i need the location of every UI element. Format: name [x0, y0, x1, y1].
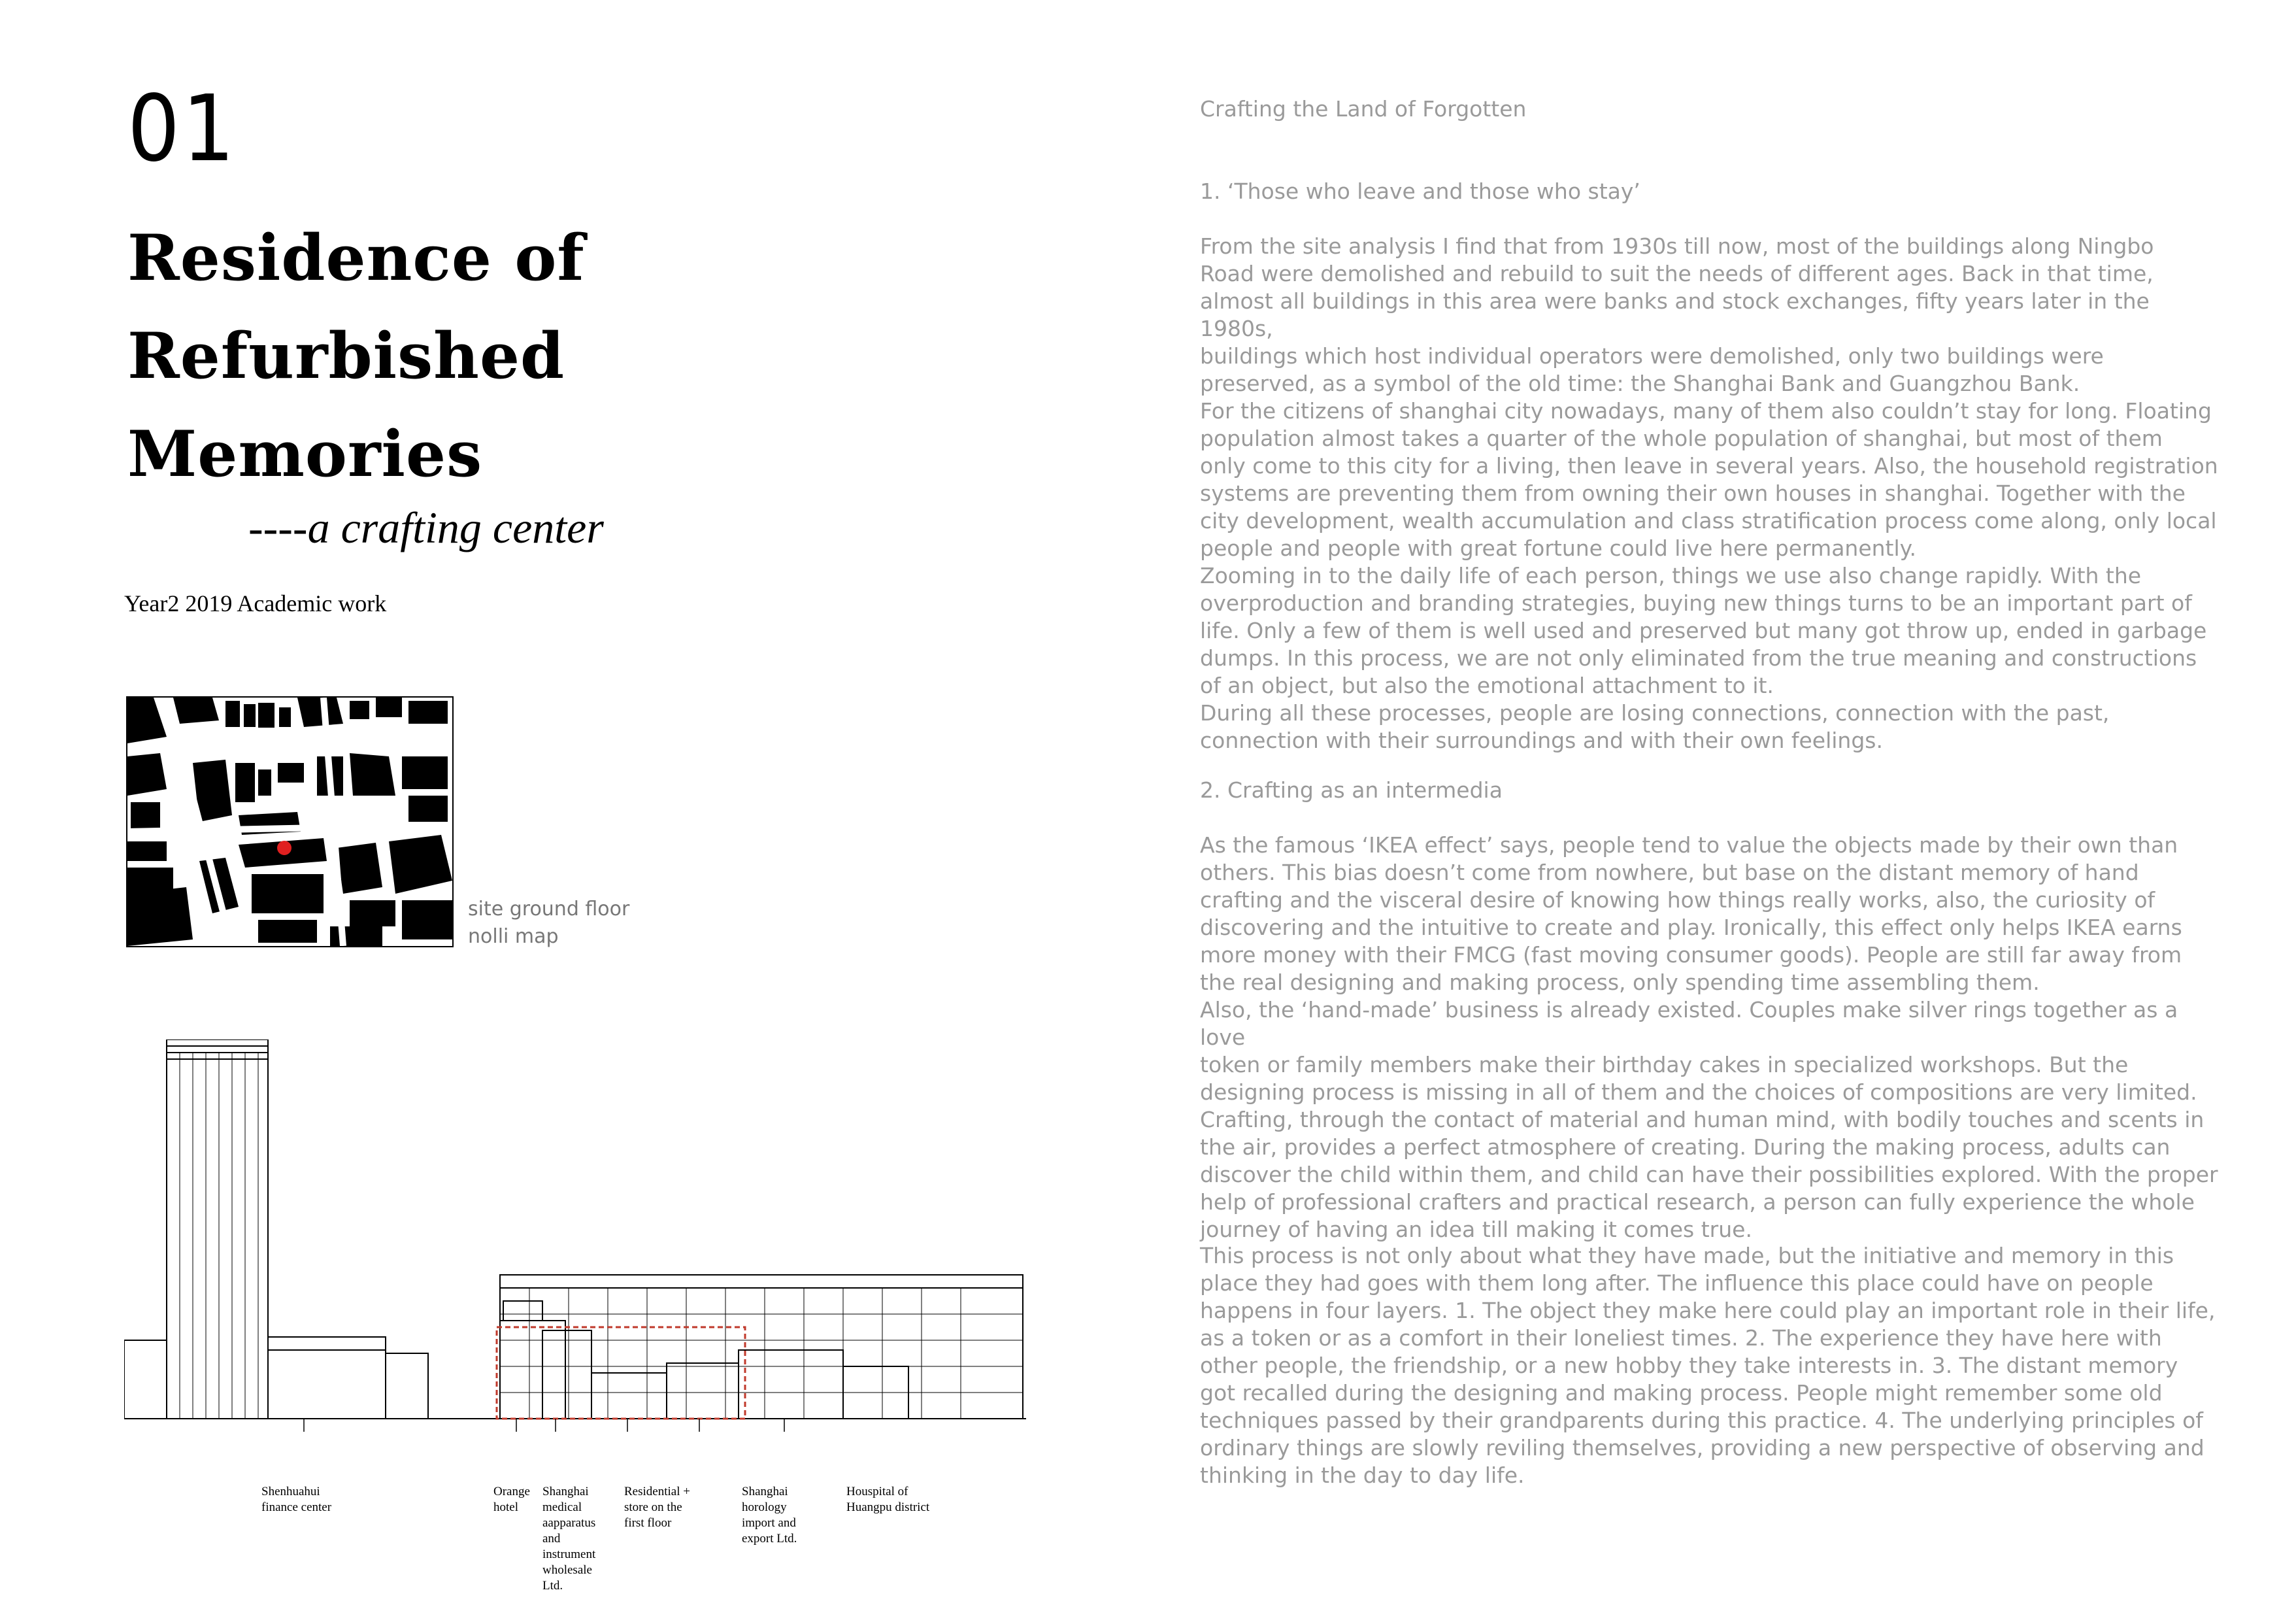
label-residential [624, 1484, 690, 1531]
nolli-map [126, 696, 454, 947]
project-number: 01 [127, 76, 237, 182]
label-line: hotel [493, 1500, 518, 1514]
label-line: medical [542, 1500, 582, 1514]
nolli-map-drawing [127, 698, 452, 946]
label-line: Houspital of [846, 1485, 908, 1498]
section1-body: From the site analysis I find that from 1930s till now, most of the buildings along Ningbo Road were demolished and rebuild to suit the needs of different ages. Back in that time, almost all buildings in this area were banks and stock exchanges, fifty years later in the 1980s, buildings which host individual operators were demolished, only two buildings were preserved, as a symbol of the old time: the Shanghai Bank and Guangzhou Bank. For the citizens of shanghai city nowadays, many of them also couldn’t stay for long. Floating population almost takes a quarter of the whole population of shanghai, but most of them only come to this city for a living, then leave in several years. Also, the household registration systems are preventing them from owning their own houses in shanghai. Together with the city development, wealth accumulation and class stratification process come along, only local people and people with great fortune could live here permanently. Zooming in to the daily life of each person, things we use also change rapidly. With the overproduction and branding strategies, buying new things turns to be an important part of life. Only a few of them is well used and preserved but many got throw up, ended in garbage dumps. In this process, we are not only eliminated from the true meaning and constructions of an object, but also the emotional attachment to it. During all these processes, people are losing connections, connection with the past, connection with their surroundings and with their own feelings. [1200, 233, 2218, 753]
map-caption-line: nolli map [468, 925, 559, 948]
title-line: Residence of [127, 221, 585, 295]
label-medical [542, 1484, 595, 1594]
map-caption-line: site ground floor [468, 898, 630, 921]
title-line: Memories [127, 417, 483, 491]
label-line: Ltd. [542, 1579, 563, 1593]
label-line: finance center [261, 1500, 332, 1514]
section2-body: As the famous ‘IKEA effect’ says, people tend to value the objects made by their own than others. This bias doesn’t come from nowhere, but base on the distant memory of hand crafting and the visceral desire of knowing how things really works, also, the curiosity of discovering and the intuitive to create and play. Ironically, this effect only helps IKEA earns more money with their FMCG (fast moving consumer goods). People are still far away from the real designing and making process, only spending time assembling them. Also, the ‘hand-made’ business is already existed. Couples make silver rings together as a love token or family members make their birthday cakes in specialized workshops. But the designing process is missing in all of them and the choices of compositions are very limited. Crafting, through the contact of material and human mind, with bodily touches and scents in the air, provides a perfect atmosphere of creating. During the making process, adults can discover the child within them, and child can have their possibilities explored. With the proper help of professional crafters and practical research, a person can fully experience the whole journey of having an idea till making it comes true. [1200, 832, 2218, 1242]
label-line: aapparatus [542, 1516, 596, 1530]
project-subtitle: ----a crafting center [248, 503, 604, 552]
street-elevation [124, 1039, 1026, 1593]
label-line: horology [742, 1500, 787, 1514]
title-line: Refurbished [127, 319, 565, 393]
label-line: instrument [542, 1547, 596, 1561]
section1-heading: 1. ‘Those who leave and those who stay’ [1200, 178, 1640, 204]
label-hospital [846, 1484, 929, 1515]
label-line: store on the [624, 1500, 682, 1514]
label-line: Shanghai [542, 1485, 589, 1498]
project-title [127, 209, 703, 503]
project-meta: Year2 2019 Academic work [124, 590, 387, 617]
label-line: Shenhuahui [261, 1485, 320, 1498]
label-line: Residential + [624, 1485, 690, 1498]
label-line: Huangpu district [846, 1500, 930, 1514]
label-line: Orange [493, 1485, 530, 1498]
label-line: export Ltd. [742, 1532, 797, 1546]
label-line: wholesale [542, 1563, 592, 1577]
section3-body: This process is not only about what they have made, but the initiative and memory in this place they had goes with them long after. The influence this place could have on people happens in four layers. 1. The object they make here could play an important role in their life, as a token or as a comfort in their loneliest times. 2. The experience they have here with other people, the friendship, or a new hobby they take interests in. 3. The distant memory got recalled during the designing and making process. People might remember some old techniques passed by their grandparents during this practice. 4. The underlying principles of ordinary things are slowly reviling themselves, providing a new perspective of observing and thinking in the day to day life. [1200, 1243, 2216, 1488]
map-caption [468, 896, 629, 951]
label-shenhuahui [261, 1484, 331, 1515]
label-horology [742, 1484, 797, 1547]
elevation-buildings [124, 1039, 1026, 1432]
label-orange-hotel [493, 1484, 530, 1515]
site-marker [277, 841, 291, 855]
label-line: first floor [624, 1516, 672, 1530]
label-line: import and [742, 1516, 796, 1530]
document-title: Crafting the Land of Forgotten [1200, 96, 1527, 122]
label-line: and [542, 1532, 561, 1546]
label-line: Shanghai [742, 1485, 788, 1498]
section2-heading: 2. Crafting as an intermedia [1200, 777, 1503, 803]
